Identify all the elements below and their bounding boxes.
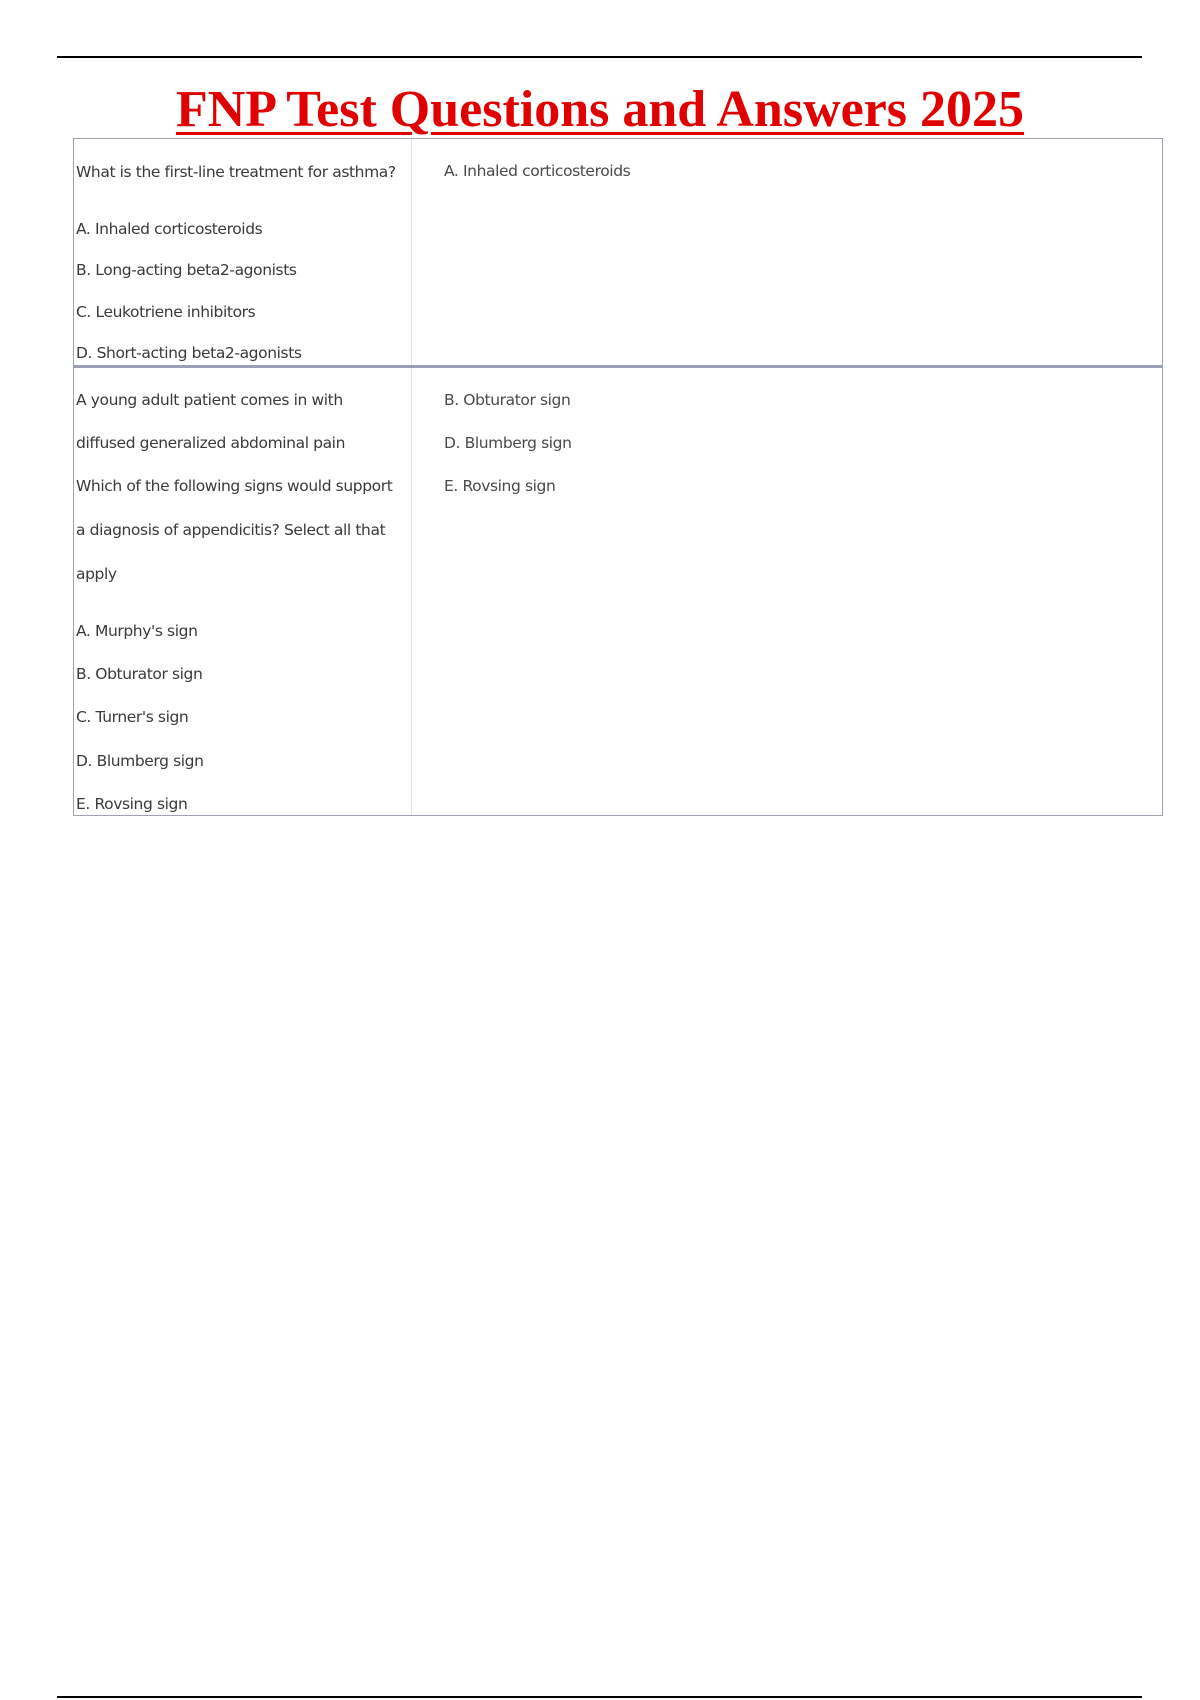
option-item: D. Blumberg sign xyxy=(76,752,204,770)
question-text: a diagnosis of appendicitis? Select all that xyxy=(76,521,386,539)
option-item: B. Obturator sign xyxy=(76,665,203,683)
answer-item: E. Rovsing sign xyxy=(444,477,556,495)
question-text: What is the first-line treatment for asthma? xyxy=(76,163,396,181)
option-item: B. Long-acting beta2-agonists xyxy=(76,261,297,279)
option-item: A. Inhaled corticosteroids xyxy=(76,220,263,238)
qa-row xyxy=(74,368,1162,815)
answer-cell xyxy=(412,368,1162,815)
qa-row xyxy=(74,139,1162,368)
answer-cell xyxy=(412,139,1162,365)
question-cell xyxy=(74,368,412,815)
answer-item: A. Inhaled corticosteroids xyxy=(444,162,631,180)
option-item: E. Rovsing sign xyxy=(76,795,188,813)
footer-rule xyxy=(57,1696,1142,1698)
question-text: Which of the following signs would support xyxy=(76,477,393,495)
option-item: A. Murphy's sign xyxy=(76,622,198,640)
document-title: FNP Test Questions and Answers 2025 xyxy=(175,81,1025,138)
question-text: apply xyxy=(76,565,117,583)
option-item: C. Leukotriene inhibitors xyxy=(76,303,256,321)
option-item: D. Short-acting beta2-agonists xyxy=(76,344,302,362)
qa-table xyxy=(73,138,1163,816)
option-item: C. Turner's sign xyxy=(76,708,189,726)
question-text: A young adult patient comes in with xyxy=(76,391,343,409)
question-text: diffused generalized abdominal pain xyxy=(76,434,346,452)
answer-item: B. Obturator sign xyxy=(444,391,571,409)
header-rule xyxy=(57,56,1142,58)
question-cell xyxy=(74,139,412,365)
answer-item: D. Blumberg sign xyxy=(444,434,572,452)
